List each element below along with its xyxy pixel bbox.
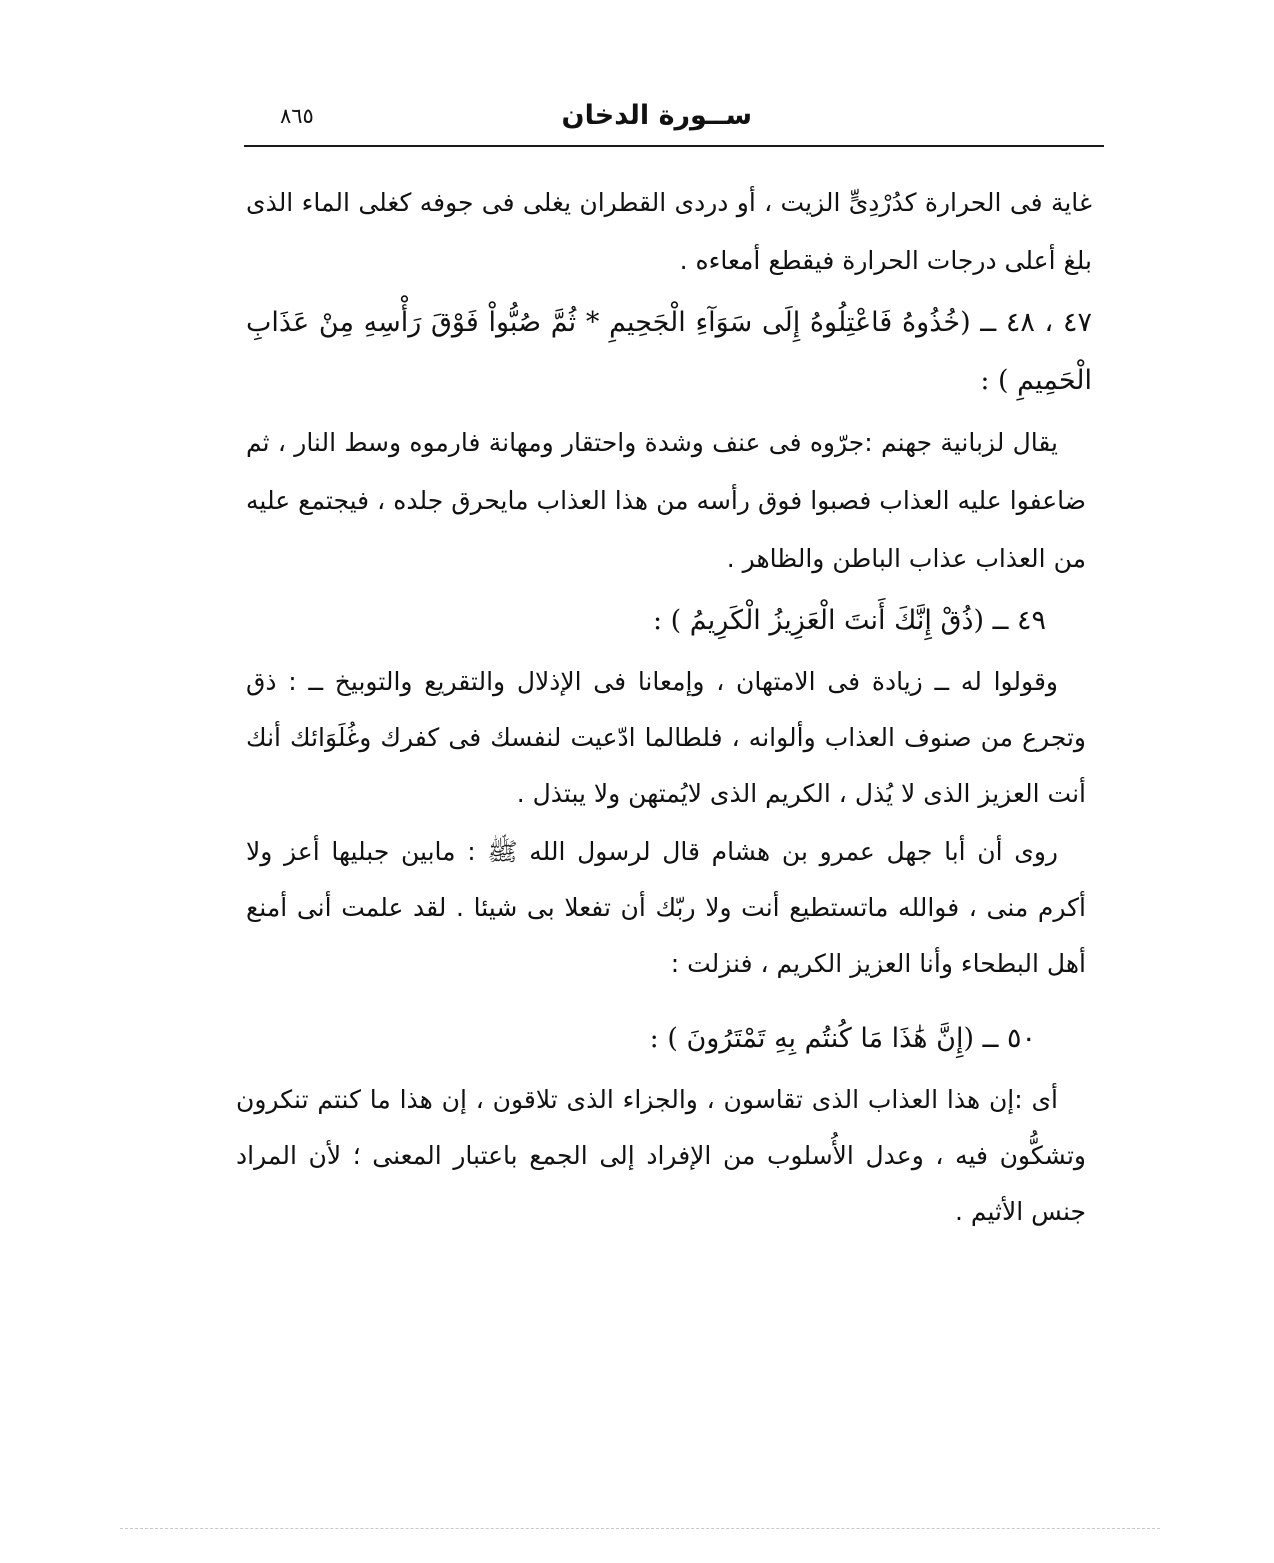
commentary-paragraph-4: روى أن أبا جهل عمرو بن هشام قال لرسول الله ﷺ : مابين جبليها أعز ولا أكرم منى ، فوالله ماتستطيع أنت ولا ربّك أن تفعلا بى شيئا . لقد علمت أنى أمنع أهل البطحاء وأنا العزيز الكريم ، فنزلت : — [246, 837, 1086, 978]
scan-edge-line — [120, 1528, 1160, 1529]
verse-49: ٤٩ ــ (ذُقْ إِنَّكَ أَنتَ الْعَزِيزُ الْكَرِيمُ ) : — [652, 605, 1046, 636]
verse-50: ٥٠ ــ (إِنَّ هَٰذَا مَا كُنتُم بِهِ تَمْتَرُونَ ) : — [649, 1023, 1036, 1054]
commentary-paragraph-5: أى :إن هذا العذاب الذى تقاسون ، والجزاء الذى تلاقون ، إن هذا ما كنتم تنكرون وتشكُّون فيه ، وعدل الأُسلوب من الإفراد إلى الجمع باعتبار المعنى ؛ لأن المراد جنس الأثيم . — [236, 1085, 1086, 1226]
commentary-paragraph-2: يقال لزبانية جهنم :جرّوه فى عنف وشدة واحتقار ومهانة فارموه وسط النار ، ثم ضاعفوا عليه العذاب فصبوا فوق رأسه من هذا العذاب مايحرق جلده ، فيجتمع عليه من العذاب عذاب الباطن والظاهر . — [246, 428, 1086, 573]
verse-47-48: ٤٧ ، ٤٨ ــ (خُذُوهُ فَاعْتِلُوهُ إِلَى سَوَآءِ الْجَحِيمِ * ثُمَّ صُبُّواْ فَوْقَ رَأْسِهِ مِنْ عَذَابِ الْحَمِيمِ ) : — [246, 307, 1092, 396]
commentary-paragraph-3: وقولوا له ــ زيادة فى الامتهان ، وإمعانا فى الإذلال والتقريع والتوبيخ ــ : ذق وتجرع من صنوف العذاب وألوانه ، فلطالما ادّعيت لنفسك فى كفرك وغُلَوَائك أنك أنت العزيز الذى لا يُذل ، الكريم الذى لايُمتهن ولا يبتذل . — [246, 667, 1086, 808]
page-number: ٨٦٥ — [280, 104, 314, 128]
header-divider — [244, 145, 1104, 147]
surah-title: ســورة الدخان — [561, 100, 752, 131]
commentary-paragraph-1: غاية فى الحرارة كدُرْدِىٍّ الزيت ، أو دردى القطران يغلى فى جوفه كغلى الماء الذى بلغ أعلى درجات الحرارة فيقطع أمعاءه . — [246, 188, 1092, 275]
page-header — [244, 96, 1104, 140]
